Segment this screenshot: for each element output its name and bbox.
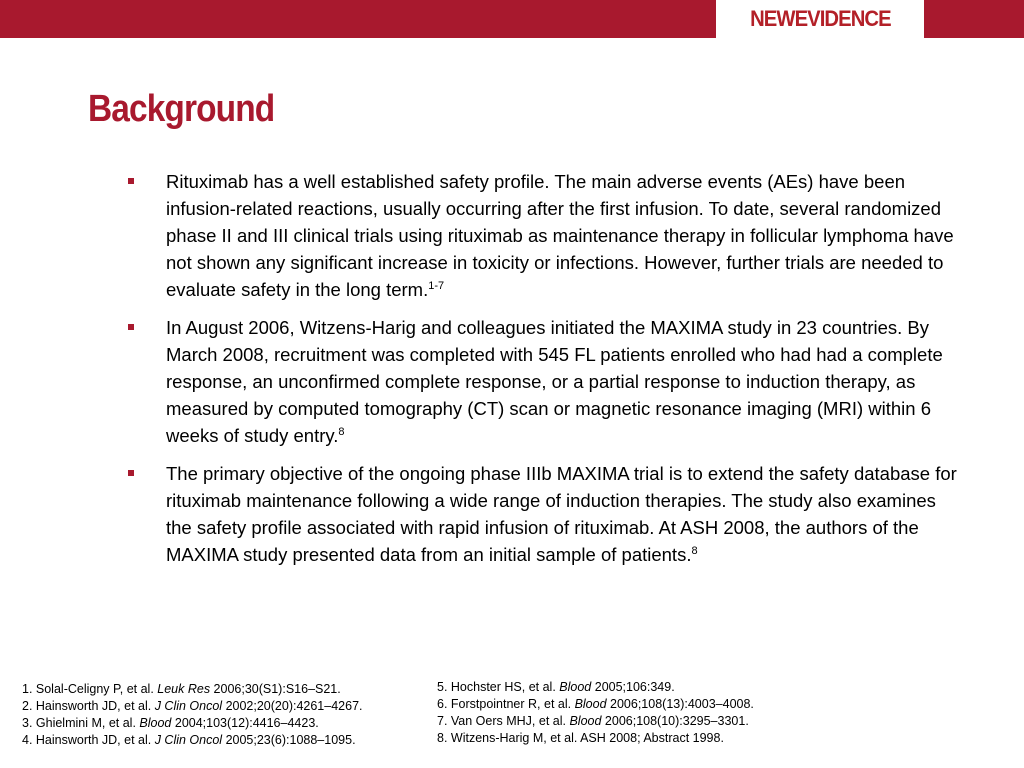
citation-superscript: 8 (691, 544, 698, 557)
references-left (22, 681, 363, 749)
bullet-list (128, 168, 958, 579)
reference-citation: 2006;108(13):4003–4008. (606, 697, 754, 711)
bullet-square-icon (128, 178, 134, 184)
slide-title: Background (88, 88, 275, 130)
reference-journal: Blood (574, 697, 607, 711)
reference-citation: 2005;106:349. (591, 680, 675, 694)
reference-journal: Blood (139, 716, 172, 730)
reference-journal: Leuk Res (157, 682, 211, 696)
reference-item (22, 681, 363, 698)
reference-item (437, 730, 754, 747)
bullet-text: Rituximab has a well established safety profile. The main adverse events (AEs) have been infusion-related reactions, usually occurring after the first infusion. To date, several randomized phase II and III clinical trials using rituximab as maintenance therapy in follicular lymphoma have not shown any significant increase in toxicity or infections. However, further trials are needed to evaluate safety in the long term. (166, 171, 954, 300)
reference-citation: 2006;108(10):3295–3301. (601, 714, 749, 728)
reference-citation: 2005;23(6):1088–1095. (222, 733, 356, 747)
reference-authors: 7. Van Oers MHJ, et al. (437, 714, 570, 728)
bullet-text: In August 2006, Witzens-Harig and colleagues initiated the MAXIMA study in 23 countries. By March 2008, recruitment was completed with 545 FL patients enrolled who had had a complete response, an unconfirmed complete response, or a partial response to induction therapy, as measured by computed tomography (CT) scan or magnetic resonance imaging (MRI) within 6 weeks of study entry. (166, 317, 943, 446)
citation-superscript: 1-7 (428, 279, 445, 292)
reference-authors: 3. Ghielmini M, et al. (22, 716, 140, 730)
reference-authors: 2. Hainsworth JD, et al. (22, 699, 155, 713)
bullet-square-icon (128, 324, 134, 330)
reference-item (437, 713, 754, 730)
brand-logo: NEWEVIDENCE (749, 6, 891, 31)
logo-box (716, 0, 924, 38)
bullet-text: The primary objective of the ongoing phase IIIb MAXIMA trial is to extend the safety database for rituximab maintenance following a wide range of induction therapies. The study also examines the safety profile associated with rapid infusion of rituximab. At ASH 2008, the authors of the MAXIMA study presented data from an initial sample of patients. (166, 463, 957, 565)
reference-authors: 8. Witzens-Harig M, et al. ASH 2008; Abstract 1998. (437, 731, 724, 745)
reference-journal: Blood (569, 714, 602, 728)
reference-item (437, 679, 754, 696)
reference-citation: 2002;20(20):4261–4267. (222, 699, 363, 713)
bullet-item (128, 314, 958, 449)
reference-item (22, 698, 363, 715)
bullet-square-icon (128, 470, 134, 476)
reference-item (22, 715, 363, 732)
reference-journal: J Clin Oncol (154, 733, 223, 747)
citation-superscript: 8 (338, 425, 345, 438)
reference-item (437, 696, 754, 713)
reference-citation: 2006;30(S1):S16–S21. (210, 682, 341, 696)
reference-journal: J Clin Oncol (154, 699, 223, 713)
reference-item (22, 732, 363, 749)
bullet-item (128, 460, 958, 568)
bullet-item (128, 168, 958, 303)
references-right (437, 679, 754, 747)
reference-authors: 4. Hainsworth JD, et al. (22, 733, 155, 747)
reference-citation: 2004;103(12):4416–4423. (171, 716, 319, 730)
header-bar (0, 0, 1024, 38)
reference-authors: 6. Forstpointner R, et al. (437, 697, 575, 711)
reference-authors: 5. Hochster HS, et al. (437, 680, 560, 694)
reference-authors: 1. Solal-Celigny P, et al. (22, 682, 158, 696)
reference-journal: Blood (559, 680, 592, 694)
